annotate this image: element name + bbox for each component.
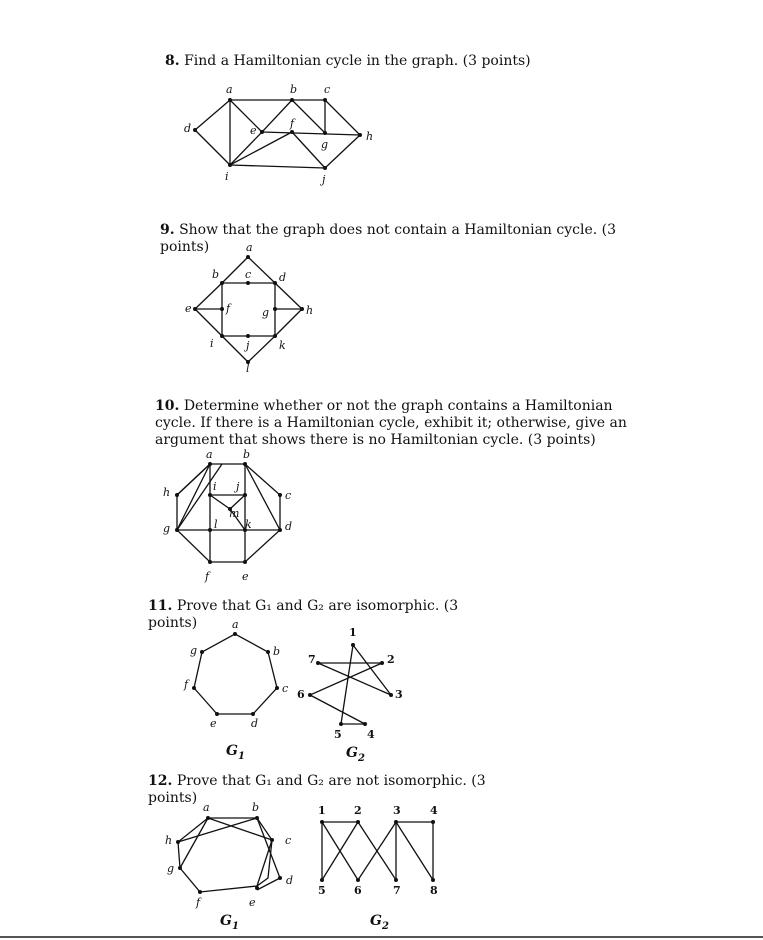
caption-subscript: 2 [357,752,365,764]
vertex-label: c [285,489,292,502]
graph-12-g1-caption [220,913,239,932]
vertex-label: g [163,522,171,535]
vertex-label: 1 [318,804,326,817]
caption-subscript: 2 [381,920,389,932]
vertex-label: b [212,268,220,281]
graph-11-g1-vertices [192,632,279,716]
vertex-label: l [246,362,250,375]
vertex-label: a [246,241,253,254]
vertex-label: c [282,682,289,695]
problem-statement: Prove that G₁ and G₂ are not isomorphic. (3 points) [148,773,486,806]
vertex-label: g [167,862,175,875]
problem-statement: Find a Hamiltonian cycle in the graph. (3 points) [184,53,531,69]
vertex-label: b [252,801,260,814]
vertex-label: g [262,306,270,319]
problem-10-text [155,398,627,449]
vertex-label: d [279,271,287,284]
problem-statement: Prove that G₁ and G₂ are isomorphic. (3 points) [148,598,459,631]
vertex-label: e [242,570,249,583]
vertex-label: f [290,117,295,130]
graph-11-g2-caption [346,745,365,764]
problem-number: 9. [160,222,175,238]
vertex-label: 3 [393,804,401,817]
vertex-label: 4 [367,728,375,741]
vertex-label: e [250,124,257,137]
graph-12-g1-labels [165,801,293,909]
vertex-label: 2 [354,804,362,817]
vertex-label: l [214,518,218,531]
vertex-label: 6 [354,884,362,897]
caption-subscript: 1 [231,920,239,932]
graph-11-g2-vertices [308,643,393,726]
vertex-label: c [245,268,252,281]
vertex-label: b [290,83,298,96]
vertex-label: f [226,302,231,315]
vertex-label: j [246,339,250,352]
vertex-label: f [184,678,189,691]
vertex-label: h [366,130,374,143]
vertex-label: g [321,138,329,151]
graph-11-g1-edges [194,634,277,714]
problem-number: 10. [155,398,180,414]
vertex-label: i [225,170,229,183]
vertex-label: h [163,486,171,499]
vertex-label: i [213,480,217,493]
vertex-label: 5 [318,884,326,897]
vertex-label: d [184,122,192,135]
vertex-label: k [279,339,286,352]
caption-letter: G [226,743,238,759]
vertex-label: 5 [334,728,342,741]
vertex-label: h [306,304,314,317]
vertex-label: 1 [349,626,357,639]
vertex-label: 7 [308,653,316,666]
vertex-label: i [210,337,214,350]
vertex-label: f [196,896,201,909]
vertex-label: 2 [387,653,395,666]
vertex-label: 4 [430,804,438,817]
problem-number: 12. [148,773,173,789]
vertex-label: a [206,448,213,461]
graph-12-g1-edges [178,818,280,892]
vertex-label: d [285,520,293,533]
graph-9-labels [185,241,313,375]
vertex-label: 6 [297,688,305,701]
problem-9-text [160,222,620,256]
vertex-label: 8 [430,884,438,897]
graph-12-g2-edges [322,822,433,880]
vertex-label: g [190,644,198,657]
vertex-label: 3 [395,688,403,701]
vertex-label: c [285,834,292,847]
vertex-label: b [243,448,251,461]
problem-statement: Determine whether or not the graph contains a Hamiltonian cycle. If there is a Hamiltonian cycle, exhibit it; otherwise, give an argument that shows there is no Hamiltonian cycle. (3 points) [155,398,627,448]
vertex-label: h [165,834,173,847]
caption-subscript: 1 [237,750,245,762]
problem-number: 11. [148,598,173,614]
vertex-label: f [205,570,210,583]
vertex-label: 7 [393,884,401,897]
vertex-label: d [286,874,294,887]
graph-11-g1-caption [226,743,245,762]
vertex-label: e [249,896,256,909]
problem-12-text [148,773,508,807]
problem-11-text [148,598,488,632]
vertex-label: c [324,83,331,96]
problem-number: 8. [165,53,180,69]
vertex-label: j [236,480,240,493]
vertex-label: a [226,83,233,96]
graph-8-edges [195,100,360,168]
vertex-label: j [322,173,326,186]
caption-letter: G [346,745,358,761]
vertex-label: m [229,507,240,520]
caption-letter: G [370,913,382,929]
vertex-label: b [273,645,281,658]
vertex-label: k [245,518,252,531]
page-bottom-rule [0,936,763,938]
vertex-label: d [251,717,259,730]
vertex-label: a [203,801,210,814]
vertex-label: e [185,302,192,315]
caption-letter: G [220,913,232,929]
graph-11-g2-edges [310,645,391,724]
graph-12-g2-caption [370,913,389,932]
problem-statement: Show that the graph does not contain a Hamiltonian cycle. (3 points) [160,222,617,255]
vertex-label: a [232,618,239,631]
vertex-label: e [210,717,217,730]
